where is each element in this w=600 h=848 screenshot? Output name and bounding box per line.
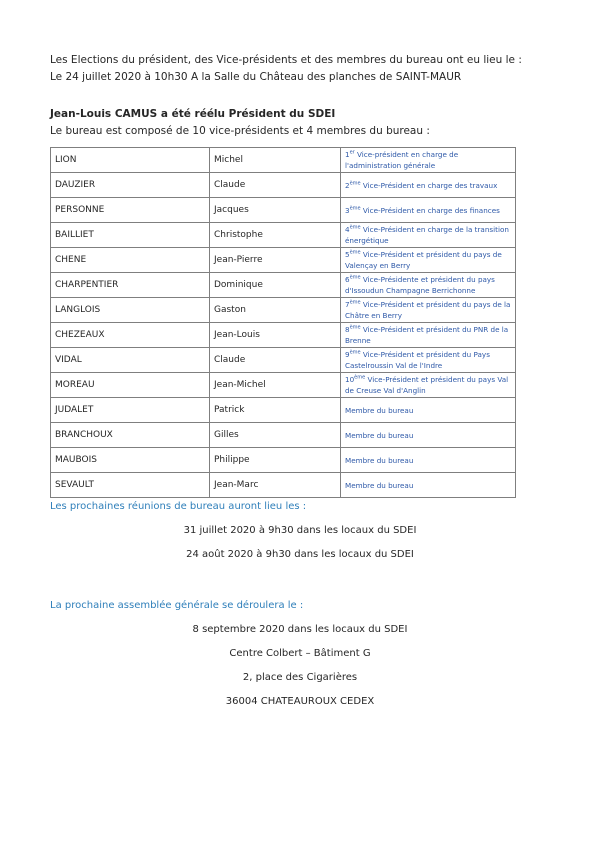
member-last-name: CHENE [51,248,210,273]
role-ordinal: 4 [345,225,350,234]
role-text: Vice-Président en charge des travaux [360,180,498,190]
member-last-name: MOREAU [51,373,210,398]
role-ordinal-suffix: er [349,149,355,156]
role-ordinal-suffix: ème [349,224,361,231]
role-ordinal-suffix: ème [349,349,361,356]
table-row [51,173,516,198]
member-last-name: JUDALET [51,398,210,423]
role-text: Membre du bureau [345,480,414,490]
bureau-date-2: 24 août 2020 à 9h30 dans les locaux du SDEI [186,549,414,560]
member-role [341,248,516,273]
table-row [51,348,516,373]
member-role [341,473,516,498]
member-role [341,398,516,423]
member-last-name: MAUBOIS [51,448,210,473]
role-text: Membre du bureau [345,455,414,465]
role-text: Vice-Président et président du PNR de la Brenne [345,325,509,345]
role-ordinal-suffix: ème [349,180,361,187]
member-role [341,348,516,373]
assembly-heading: La prochaine assemblée générale se déroulera le : [50,600,304,611]
member-role [341,273,516,298]
member-first-name: Jacques [210,198,341,223]
intro-line-1: Les Elections du président, des Vice-présidents et des membres du bureau ont eu lieu le : [50,54,522,66]
member-role [341,223,516,248]
role-text: Vice-Présidente et président du pays d'Issoudun Champagne Berrichonne [345,275,495,295]
table-row [51,423,516,448]
role-ordinal-suffix: ème [349,205,361,212]
role-text: Vice-Président et président du pays Val de Creuse Val d'Anglin [345,375,509,395]
role-ordinal: 9 [345,350,350,359]
assembly-city: 36004 CHATEAUROUX CEDEX [225,696,375,707]
composition-line: Le bureau est composé de 10 vice-présidents et 4 membres du bureau : [50,125,430,137]
member-role [341,448,516,473]
bureau-date-1: 31 juillet 2020 à 9h30 dans les locaux du SDEI [183,525,417,536]
member-role [341,373,516,398]
member-first-name: Christophe [210,223,341,248]
member-last-name: CHARPENTIER [51,273,210,298]
role-ordinal: 1 [345,150,350,159]
bureau-members-table [50,147,516,498]
role-text: Vice-président en charge de l'administration générale [345,150,459,170]
role-text: Vice-Président et président du Pays Castelroussin Val de l'Indre [345,350,490,370]
assembly-street: 2, place des Cigarières [242,672,358,683]
president-line: Jean-Louis CAMUS a été réélu Président du SDEI [50,108,336,120]
intro-line-2: Le 24 juillet 2020 à 10h30 A la Salle du Château des planches de SAINT-MAUR [50,71,462,83]
table-row [51,448,516,473]
next-bureau-heading: Les prochaines réunions de bureau auront lieu les : [50,501,307,512]
role-ordinal: 5 [345,250,350,259]
member-last-name: VIDAL [51,348,210,373]
role-ordinal: 8 [345,325,350,334]
member-first-name: Jean-Marc [210,473,341,498]
role-ordinal-suffix: ème [349,299,361,306]
assembly-date: 8 septembre 2020 dans les locaux du SDEI [192,624,408,635]
role-ordinal: 6 [345,275,350,284]
table-row [51,148,516,173]
table-row [51,373,516,398]
member-first-name: Patrick [210,398,341,423]
member-first-name: Jean-Pierre [210,248,341,273]
table-row [51,298,516,323]
member-role [341,423,516,448]
intro-paragraph [50,52,522,86]
assembly-building: Centre Colbert – Bâtiment G [229,648,371,659]
role-text: Vice-Président et président du pays de Valençay en Berry [345,250,502,270]
member-last-name: SEVAULT [51,473,210,498]
members-table-body [51,148,516,498]
role-ordinal-suffix: ème [349,249,361,256]
role-ordinal: 3 [345,205,350,215]
member-last-name: CHEZEAUX [51,323,210,348]
member-first-name: Claude [210,173,341,198]
member-first-name: Gilles [210,423,341,448]
role-text: Vice-Président et président du pays de la Châtre en Berry [345,300,511,320]
role-text: Vice-Président en charge des finances [360,205,500,215]
member-first-name: Jean-Louis [210,323,341,348]
role-ordinal-suffix: ème [349,324,361,331]
member-last-name: PERSONNE [51,198,210,223]
role-ordinal-suffix: ème [349,274,361,281]
role-ordinal-suffix: ème [354,374,366,381]
table-row [51,398,516,423]
table-row [51,223,516,248]
table-row [51,248,516,273]
member-last-name: BRANCHOUX [51,423,210,448]
member-first-name: Claude [210,348,341,373]
role-ordinal: 10 [345,375,355,384]
member-role [341,198,516,223]
member-role [341,173,516,198]
member-first-name: Jean-Michel [210,373,341,398]
role-text: Membre du bureau [345,430,414,440]
member-last-name: LION [51,148,210,173]
role-ordinal: 7 [345,300,350,309]
table-row [51,473,516,498]
member-first-name: Dominique [210,273,341,298]
table-row [51,273,516,298]
member-last-name: DAUZIER [51,173,210,198]
table-row [51,323,516,348]
member-first-name: Gaston [210,298,341,323]
role-text: Membre du bureau [345,405,414,415]
member-first-name: Michel [210,148,341,173]
role-ordinal: 2 [345,180,350,190]
role-text: Vice-Président en charge de la transition énergétique [345,225,509,245]
member-last-name: LANGLOIS [51,298,210,323]
member-first-name: Philippe [210,448,341,473]
table-row [51,198,516,223]
member-role [341,298,516,323]
member-role [341,148,516,173]
member-role [341,323,516,348]
member-last-name: BAILLIET [51,223,210,248]
